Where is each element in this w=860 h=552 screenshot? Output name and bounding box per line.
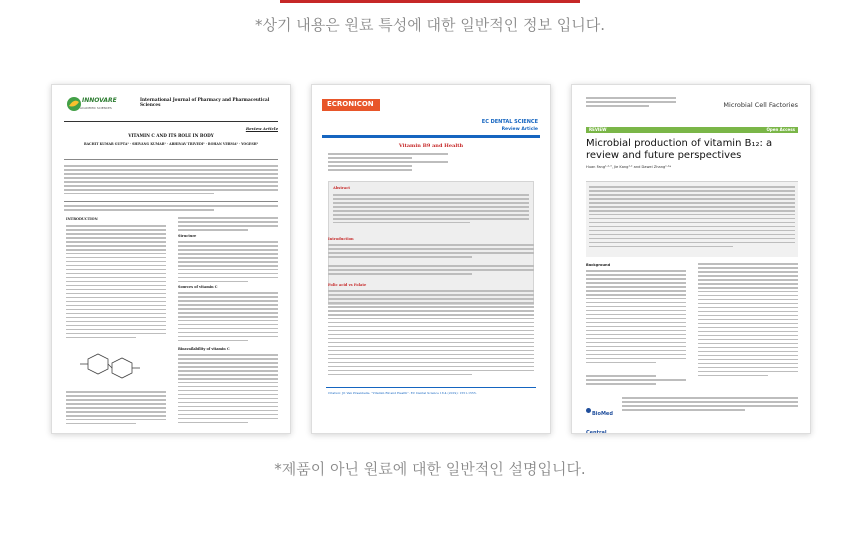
logo-subtext: ACADEMIC SCIENCES — [80, 106, 112, 110]
abstract-heading: Abstract — [333, 186, 351, 190]
paper-vitamin-b9 — [311, 84, 551, 434]
right-column-text — [698, 263, 798, 379]
footnote-text — [586, 375, 686, 387]
left-column-text-lower — [66, 391, 166, 427]
open-access-label: Open Access — [766, 127, 795, 132]
review-banner — [586, 127, 798, 133]
body-text — [328, 290, 534, 378]
bmc-dot-icon — [586, 408, 591, 413]
journal-name: EC DENTAL SCIENCE — [481, 119, 538, 125]
paper-title: VITAMIN C AND ITS ROLE IN BODY — [128, 133, 214, 138]
abstract-box — [586, 181, 798, 257]
abstract-text — [589, 186, 795, 250]
author-info — [328, 153, 448, 173]
top-accent-bar — [0, 0, 860, 4]
right-column-text — [178, 292, 278, 344]
paper-vitamin-b12 — [571, 84, 811, 434]
section-heading: Introduction — [328, 237, 354, 241]
right-column-text — [178, 354, 278, 426]
paper-title: Microbial production of vitamin B₁₂: a review and future perspectives — [586, 138, 773, 161]
abstract-text — [64, 165, 278, 197]
article-type: Review Article — [501, 127, 538, 132]
header-bar — [322, 135, 540, 138]
section-heading: Folic acid vs Folate — [328, 283, 367, 287]
biomed-central-logo — [586, 400, 616, 434]
paper-authors: Huan Fang¹·²·³, Jie Kang¹·² and Dawei Zhang¹·²* — [586, 165, 672, 169]
abstract-text — [333, 194, 529, 226]
header-rule — [64, 121, 278, 122]
left-column-text — [586, 270, 686, 366]
left-column-text — [66, 225, 166, 341]
publisher-name: BioMed Central — [586, 411, 613, 434]
abstract-rule — [64, 159, 278, 160]
journal-name: Microbial Cell Factories — [723, 101, 798, 109]
header-meta — [586, 97, 676, 109]
footer-rule — [326, 387, 536, 388]
innovare-logo — [66, 95, 122, 115]
section-heading: Sources of vitamin C — [178, 285, 218, 289]
license-text — [622, 397, 798, 413]
section-heading: Background — [586, 263, 611, 267]
body-text — [328, 265, 534, 277]
keywords-rule — [64, 201, 278, 202]
bottom-caption: *제품이 아닌 원료에 대한 일반적인 설명입니다. — [274, 460, 586, 478]
review-label: REVIEW — [589, 127, 607, 132]
right-column-text — [178, 241, 278, 285]
body-text — [328, 244, 534, 260]
paper-authors: RACHIT KUMAR GUPTA¹ · SHIVANG KUMAR¹ · ABHINAV TRIVEDI¹ · ROHAN VERMA¹ · YOGESH¹ — [83, 142, 259, 146]
paper-title: Vitamin B9 and Health — [398, 143, 464, 149]
ecronicon-logo — [322, 99, 380, 111]
journal-title: International Journal of Pharmacy and Pharmaceutical Sciences — [140, 97, 270, 107]
section-heading: INTRODUCTION — [66, 217, 98, 221]
paper-vitamin-c — [51, 84, 291, 434]
top-caption: *상기 내용은 원료 특성에 대한 일반적인 정보 입니다. — [255, 16, 605, 34]
right-column-text — [178, 217, 278, 233]
molecule-figure — [74, 351, 144, 387]
copyright-text — [64, 205, 278, 213]
article-type: Review Article — [245, 126, 278, 131]
citation: Citation: Jit Van Praanbelle. "Vitamin B9 and Health". EC Dental Science 18.4 (2019): 1551-1555. — [328, 391, 477, 395]
top-accent-line — [280, 0, 580, 3]
logo-text: INNOVARE — [82, 97, 117, 104]
logo-text: ECRONICON — [327, 100, 374, 108]
section-heading: Structure — [178, 234, 197, 238]
section-heading: Bioavailability of vitamin C — [178, 347, 230, 351]
